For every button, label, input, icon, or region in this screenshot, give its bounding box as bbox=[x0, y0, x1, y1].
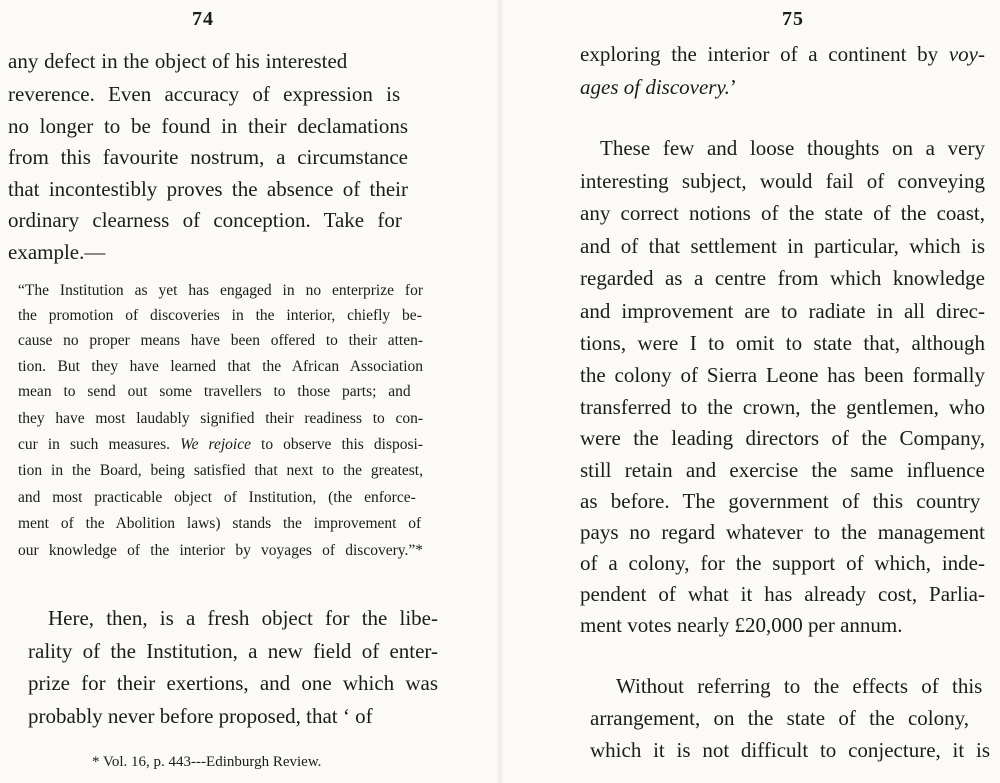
quote-line: tion in the Board, being satisfied that next to the greatest, bbox=[18, 462, 423, 479]
right-page bbox=[500, 0, 1000, 783]
page-number-right: 75 bbox=[782, 8, 804, 30]
text-line: which it is not difficult to conjecture, it is bbox=[590, 738, 990, 762]
text-line: pendent of what it has already cost, Parlia- bbox=[580, 582, 985, 606]
text-line: pays no regard whatever to the management bbox=[580, 520, 985, 544]
quote-line: cause no proper means have been offered to their atten- bbox=[18, 332, 423, 349]
text-line: Here, then, is a fresh object for the libe- bbox=[48, 606, 438, 630]
text-line: any correct notions of the state of the coast, bbox=[580, 201, 985, 225]
text-line: reverence. Even accuracy of expression is bbox=[8, 82, 401, 106]
emphasis-text: We rejoice bbox=[180, 436, 251, 453]
text-line: any defect in the object of his interested bbox=[8, 49, 348, 73]
text-line: interesting subject, would fail of conveying bbox=[580, 169, 985, 193]
quote-line: ment of the Abolition laws) stands the improvement of bbox=[18, 515, 422, 532]
text-line: prize for their exertions, and one which was bbox=[28, 671, 438, 695]
text-line: ordinary clearness of conception. Take for bbox=[8, 208, 402, 232]
text-line: probably never before proposed, that ‘ of bbox=[28, 704, 373, 728]
text-line: tions, were I to omit to state that, although bbox=[580, 331, 985, 355]
footnote: * Vol. 16, p. 443---Edinburgh Review. bbox=[92, 754, 322, 770]
text-line: ages of discovery.’ bbox=[580, 75, 737, 99]
text-line: arrangement, on the state of the colony, bbox=[590, 706, 970, 730]
text-line: of a colony, for the support of which, inde- bbox=[580, 551, 985, 575]
text-line: These few and loose thoughts on a very bbox=[600, 136, 985, 160]
text-line: rality of the Institution, a new field of enter- bbox=[28, 639, 438, 663]
quote-line: tion. But they have learned that the African Association bbox=[18, 358, 423, 375]
text-line: were the leading directors of the Company, bbox=[580, 426, 985, 450]
text-line: still retain and exercise the same influence bbox=[580, 458, 985, 482]
quote-line: cur in such measures. We rejoice to observe this disposi- bbox=[18, 436, 423, 453]
text-line: Without referring to the effects of this bbox=[616, 674, 983, 698]
quote-line: they have most laudably signified their readiness to con- bbox=[18, 410, 423, 427]
text-line: and of that settlement in particular, which is bbox=[580, 234, 985, 258]
text-line: and improvement are to radiate in all direc- bbox=[580, 299, 985, 323]
text-line: no longer to be found in their declamations bbox=[8, 114, 408, 138]
quote-line: the promotion of discoveries in the interior, chiefly be- bbox=[18, 307, 422, 324]
quote-line: mean to send out some travellers to those parts; and bbox=[18, 383, 411, 400]
text-line: exploring the interior of a continent by voy- bbox=[580, 42, 985, 66]
text-line: regarded as a centre from which knowledge bbox=[580, 266, 985, 290]
page-number-left: 74 bbox=[192, 8, 214, 30]
text-line: the colony of Sierra Leone has been formally bbox=[580, 363, 985, 387]
text-line: example.— bbox=[8, 240, 106, 264]
quote-line: and most practicable object of Institution, (the enforce- bbox=[18, 489, 416, 506]
text-line: that incontestibly proves the absence of their bbox=[8, 177, 408, 201]
quote-line: “The Institution as yet has engaged in no enterprize for bbox=[18, 282, 423, 299]
text-line: from this favourite nostrum, a circumstance bbox=[8, 145, 408, 169]
text-line: transferred to the crown, the gentlemen, who bbox=[580, 395, 985, 419]
quote-line: our knowledge of the interior by voyages of discovery.”* bbox=[18, 542, 423, 559]
text-line: ment votes nearly £20,000 per annum. bbox=[580, 613, 903, 637]
text-line: as before. The government of this country bbox=[580, 489, 981, 513]
